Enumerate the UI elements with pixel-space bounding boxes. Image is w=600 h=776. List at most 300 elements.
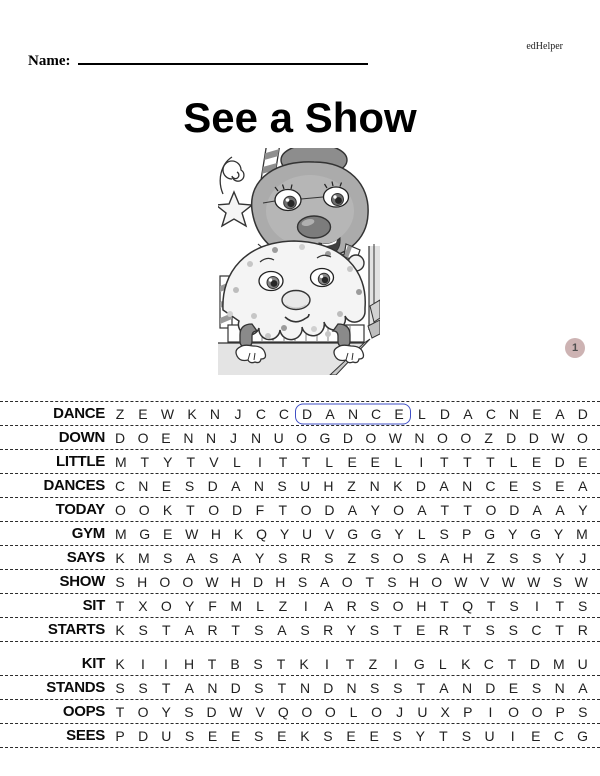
grid-letter[interactable]: I <box>510 727 515 744</box>
grid-letter[interactable]: J <box>396 703 404 720</box>
grid-letter[interactable]: H <box>323 477 334 494</box>
grid-letter[interactable]: K <box>300 727 310 744</box>
grid-letter[interactable]: A <box>325 405 335 422</box>
grid-letter[interactable]: S <box>138 679 148 696</box>
grid-letter[interactable]: N <box>207 679 218 696</box>
grid-letter[interactable]: T <box>439 727 448 744</box>
grid-letter[interactable]: A <box>532 501 542 518</box>
grid-letter[interactable]: P <box>462 525 472 542</box>
grid-letter[interactable]: Q <box>277 703 289 720</box>
grid-letter[interactable]: T <box>186 501 195 518</box>
grid-letter[interactable]: U <box>417 703 428 720</box>
grid-letter[interactable]: S <box>324 549 334 566</box>
grid-letter[interactable]: K <box>187 405 197 422</box>
grid-letter[interactable]: S <box>115 679 125 696</box>
grid-letter[interactable]: Y <box>161 703 171 720</box>
grid-letter[interactable]: D <box>301 405 313 422</box>
grid-letter[interactable]: N <box>462 477 473 494</box>
grid-letter[interactable]: S <box>184 477 195 494</box>
grid-letter[interactable]: Q <box>462 597 474 614</box>
grid-letter[interactable]: O <box>138 501 150 518</box>
grid-letter[interactable]: S <box>509 597 519 614</box>
grid-letter[interactable]: H <box>275 573 286 590</box>
grid-letter[interactable]: S <box>254 727 264 744</box>
grid-letter[interactable]: A <box>578 679 588 696</box>
grid-letter[interactable]: S <box>531 679 542 696</box>
grid-letter[interactable]: H <box>210 525 222 542</box>
grid-letter[interactable]: C <box>278 405 290 422</box>
grid-letter[interactable]: O <box>371 703 383 720</box>
grid-letter[interactable]: T <box>440 501 450 518</box>
grid-letter[interactable]: W <box>229 703 243 720</box>
grid-letter[interactable]: J <box>230 429 238 446</box>
grid-letter[interactable]: N <box>346 679 357 696</box>
grid-letter[interactable]: E <box>161 429 171 446</box>
grid-letter[interactable]: O <box>182 573 194 590</box>
name-input-line[interactable] <box>78 50 368 65</box>
grid-letter[interactable]: T <box>207 655 217 672</box>
grid-letter[interactable]: O <box>431 573 443 590</box>
grid-letter[interactable]: S <box>323 727 333 744</box>
grid-letter[interactable]: G <box>413 655 425 672</box>
grid-letter[interactable]: D <box>231 501 243 518</box>
grid-letter[interactable]: E <box>508 477 519 494</box>
grid-letter[interactable]: S <box>387 573 397 590</box>
grid-letter[interactable]: T <box>462 621 472 638</box>
grid-letter[interactable]: D <box>554 453 565 470</box>
swirl-icon <box>220 157 244 194</box>
grid-letter[interactable]: T <box>278 501 288 518</box>
grid-letter[interactable]: O <box>208 501 220 518</box>
grid-letter[interactable]: T <box>276 655 286 672</box>
grid-letter[interactable]: B <box>230 655 240 672</box>
grid-letter[interactable]: V <box>479 573 490 590</box>
grid-letter[interactable]: S <box>532 549 542 566</box>
grid-letter[interactable]: E <box>277 727 287 744</box>
grid-letter[interactable]: U <box>161 727 172 744</box>
grid-letter[interactable]: K <box>233 525 244 542</box>
grid-letter[interactable]: U <box>300 477 311 494</box>
grid-letter[interactable]: N <box>462 679 473 696</box>
grid-letter[interactable]: W <box>388 429 402 446</box>
grid-letter[interactable]: H <box>409 573 420 590</box>
grid-letter[interactable]: O <box>137 703 149 720</box>
grid-letter[interactable]: T <box>115 703 125 720</box>
grid-letter[interactable]: O <box>324 703 336 720</box>
grid-letter[interactable]: K <box>393 477 403 494</box>
grid-letter[interactable]: A <box>324 597 334 614</box>
grid-letter[interactable]: E <box>369 727 379 744</box>
grid-letter[interactable]: L <box>438 655 447 672</box>
grid-letter[interactable]: K <box>115 621 125 638</box>
grid-letter[interactable]: T <box>440 597 449 614</box>
grid-letter[interactable]: G <box>139 525 151 542</box>
grid-letter[interactable]: O <box>159 573 171 590</box>
grid-letter[interactable]: A <box>231 477 241 494</box>
grid-letter[interactable]: A <box>555 501 565 518</box>
grid-letter[interactable]: K <box>115 549 125 566</box>
grid-letter[interactable]: N <box>300 679 311 696</box>
grid-letter[interactable]: W <box>501 573 515 590</box>
grid-letter[interactable]: D <box>230 679 241 696</box>
grid-letter[interactable]: D <box>509 501 520 518</box>
grid-letter[interactable]: R <box>346 597 357 614</box>
grid-letter[interactable]: L <box>394 453 403 470</box>
grid-letter[interactable]: L <box>417 525 426 542</box>
grid-letter[interactable]: E <box>416 621 426 638</box>
grid-letter[interactable]: L <box>256 597 264 614</box>
grid-letter[interactable]: Y <box>415 727 425 744</box>
grid-letter[interactable]: A <box>417 501 427 518</box>
grid-letter[interactable]: I <box>325 655 329 672</box>
grid-letter[interactable]: O <box>365 429 377 446</box>
grid-letter[interactable]: O <box>341 573 353 590</box>
grid-letter[interactable]: V <box>209 453 219 470</box>
grid-letter[interactable]: S <box>393 679 403 696</box>
grid-letter[interactable]: T <box>345 655 355 672</box>
grid-letter[interactable]: U <box>484 727 495 744</box>
grid-letter[interactable]: Z <box>347 477 356 494</box>
grid-letter[interactable]: M <box>138 549 150 566</box>
grid-letter[interactable]: X <box>440 703 450 720</box>
grid-letter[interactable]: K <box>162 501 173 518</box>
grid-letter[interactable]: N <box>209 405 221 422</box>
grid-letter[interactable]: I <box>141 655 145 672</box>
grid-letter[interactable]: C <box>485 405 496 422</box>
grid-letter[interactable]: O <box>301 703 313 720</box>
grid-letter[interactable]: E <box>532 405 542 422</box>
grid-letter[interactable]: H <box>416 597 427 614</box>
grid-letter[interactable]: A <box>463 405 473 422</box>
grid-letter[interactable]: Z <box>115 405 125 422</box>
grid-letter[interactable]: T <box>486 453 495 470</box>
grid-letter[interactable]: S <box>552 573 563 590</box>
grid-letter[interactable]: S <box>253 655 263 672</box>
grid-letter[interactable]: E <box>555 477 565 494</box>
grid-letter[interactable]: N <box>205 429 217 446</box>
grid-letter[interactable]: H <box>137 573 148 590</box>
grid-letter[interactable]: Q <box>256 525 267 542</box>
grid-letter[interactable]: Y <box>370 501 380 518</box>
grid-letter[interactable]: E <box>346 727 356 744</box>
grid-letter[interactable]: S <box>439 525 449 542</box>
grid-letter[interactable]: E <box>230 727 241 744</box>
grid-letter[interactable]: N <box>253 477 264 494</box>
grid-letter[interactable]: E <box>578 453 588 470</box>
grid-letter[interactable]: T <box>393 621 402 638</box>
grid-letter[interactable]: D <box>138 727 149 744</box>
grid-letter[interactable]: S <box>254 621 264 638</box>
grid-letter[interactable]: T <box>416 679 426 696</box>
grid-letter[interactable]: S <box>115 573 125 590</box>
grid-letter[interactable]: A <box>578 477 588 494</box>
grid-letter[interactable]: C <box>483 655 494 672</box>
grid-letter[interactable]: T <box>161 679 171 696</box>
grid-letter[interactable]: N <box>414 429 425 446</box>
grid-letter[interactable]: E <box>394 405 404 422</box>
grid-letter[interactable]: D <box>206 703 217 720</box>
grid-letter[interactable]: C <box>370 405 382 422</box>
grid-letter[interactable]: T <box>440 453 449 470</box>
grid-letter[interactable]: G <box>577 727 588 744</box>
grid-letter[interactable]: D <box>506 429 517 446</box>
grid-letter[interactable]: W <box>160 405 175 422</box>
grid-letter[interactable]: T <box>507 655 517 672</box>
grid-letter[interactable]: T <box>115 597 125 614</box>
grid-letter[interactable]: K <box>299 655 309 672</box>
grid-letter[interactable]: E <box>370 453 380 470</box>
grid-letter[interactable]: S <box>392 727 402 744</box>
grid-letter[interactable]: Z <box>368 655 378 672</box>
grid-letter[interactable]: N <box>250 429 262 446</box>
grid-letter[interactable]: Y <box>255 549 265 566</box>
grid-letter[interactable]: A <box>186 549 196 566</box>
grid-letter[interactable]: H <box>462 549 473 566</box>
grid-letter[interactable]: A <box>184 621 194 638</box>
grid-letter[interactable]: L <box>509 453 518 470</box>
grid-letter[interactable]: O <box>296 429 308 446</box>
grid-letter[interactable]: W <box>185 525 199 542</box>
grid-letter[interactable]: O <box>437 429 448 446</box>
letter-row <box>115 703 588 721</box>
word-label: DOWN <box>58 429 105 446</box>
grid-letter[interactable]: S <box>417 549 427 566</box>
grid-letter[interactable]: L <box>418 405 426 422</box>
grid-letter[interactable]: D <box>415 477 427 494</box>
grid-letter[interactable]: S <box>578 597 588 614</box>
grid-letter[interactable]: A <box>184 679 194 696</box>
grid-letter[interactable]: T <box>463 453 472 470</box>
grid-letter[interactable]: U <box>577 655 588 672</box>
grid-letter[interactable]: R <box>207 621 218 638</box>
grid-letter[interactable]: Y <box>507 525 518 542</box>
grid-letter[interactable]: R <box>438 621 449 638</box>
grid-letter[interactable]: R <box>300 549 311 566</box>
grid-letter[interactable]: Y <box>184 597 195 614</box>
grid-letter[interactable]: H <box>230 573 241 590</box>
grid-letter[interactable]: S <box>509 549 519 566</box>
grid-letter[interactable]: W <box>527 573 541 590</box>
grid-letter[interactable]: T <box>463 501 472 518</box>
grid-letter[interactable]: O <box>392 597 404 614</box>
grid-letter[interactable]: E <box>207 727 218 744</box>
grid-letter[interactable]: D <box>253 573 264 590</box>
grid-letter[interactable]: Y <box>163 453 173 470</box>
grid-letter[interactable]: H <box>183 655 195 672</box>
grid-letter[interactable]: S <box>370 549 380 566</box>
grid-letter[interactable]: C <box>531 621 542 638</box>
grid-letter[interactable]: T <box>555 621 564 638</box>
grid-letter[interactable]: M <box>552 655 565 672</box>
grid-letter[interactable]: G <box>319 429 331 446</box>
grid-letter[interactable]: U <box>302 525 313 542</box>
grid-letter[interactable]: W <box>205 573 219 590</box>
grid-letter[interactable]: M <box>230 597 243 614</box>
grid-letter[interactable]: M <box>115 453 127 470</box>
grid-letter[interactable]: F <box>255 501 265 518</box>
grid-letter[interactable]: P <box>555 703 565 720</box>
grid-letter[interactable]: Y <box>578 501 588 518</box>
grid-letter[interactable]: E <box>162 525 173 542</box>
grid-letter[interactable]: K <box>115 655 125 672</box>
grid-letter[interactable]: S <box>277 477 287 494</box>
grid-letter[interactable]: S <box>300 621 310 638</box>
grid-letter[interactable]: A <box>555 405 565 422</box>
grid-letter[interactable]: L <box>233 453 241 470</box>
grid-letter[interactable]: D <box>529 655 540 672</box>
grid-letter[interactable]: O <box>485 501 497 518</box>
grid-letter[interactable]: S <box>485 621 495 638</box>
grid-letter[interactable]: A <box>319 573 330 590</box>
grid-letter[interactable]: O <box>460 429 472 446</box>
grid-letter[interactable]: T <box>486 597 496 614</box>
grid-letter[interactable]: S <box>369 597 380 614</box>
grid-letter[interactable]: D <box>528 429 539 446</box>
grid-letter[interactable]: G <box>530 525 542 542</box>
grid-letter[interactable]: M <box>576 525 588 542</box>
grid-letter[interactable]: Y <box>553 525 564 542</box>
grid-letter[interactable]: D <box>207 477 218 494</box>
grid-letter[interactable]: Z <box>278 597 288 614</box>
grid-letter[interactable]: C <box>255 405 266 422</box>
grid-letter[interactable]: D <box>439 405 450 422</box>
grid-letter[interactable]: T <box>231 621 240 638</box>
grid-letter[interactable]: G <box>370 525 382 542</box>
word-label: KIT <box>81 655 105 672</box>
grid-letter[interactable]: I <box>393 655 398 672</box>
grid-letter[interactable]: I <box>164 655 168 672</box>
grid-letter[interactable]: E <box>161 477 172 494</box>
grid-letter[interactable]: T <box>186 453 196 470</box>
grid-letter[interactable]: E <box>347 453 357 470</box>
grid-letter[interactable]: N <box>508 405 520 422</box>
grid-letter[interactable]: D <box>342 429 353 446</box>
grid-letter[interactable]: Y <box>555 549 565 566</box>
grid-letter[interactable]: S <box>184 703 194 720</box>
grid-letter[interactable]: S <box>369 679 380 696</box>
grid-letter[interactable]: C <box>485 477 496 494</box>
grid-letter[interactable]: C <box>115 477 126 494</box>
grid-letter[interactable]: G <box>347 525 359 542</box>
grid-letter[interactable]: W <box>574 573 588 590</box>
grid-letter[interactable]: O <box>531 703 543 720</box>
grid-letter[interactable]: O <box>300 501 312 518</box>
grid-letter[interactable]: S <box>254 679 264 696</box>
grid-letter[interactable]: E <box>138 405 148 422</box>
grid-letter[interactable]: A <box>232 549 242 566</box>
grid-letter[interactable]: M <box>115 525 127 542</box>
grid-letter[interactable]: Y <box>394 525 404 542</box>
grid-letter[interactable]: D <box>577 405 588 422</box>
grid-letter[interactable]: S <box>461 727 472 744</box>
grid-letter[interactable]: O <box>392 549 404 566</box>
grid-letter[interactable]: P <box>463 703 473 720</box>
grid-letter[interactable]: N <box>138 477 149 494</box>
grid-letter[interactable]: S <box>278 549 288 566</box>
grid-letter[interactable]: U <box>273 429 284 446</box>
grid-letter[interactable]: D <box>485 679 496 696</box>
grid-letter[interactable]: A <box>277 621 287 638</box>
grid-letter[interactable]: S <box>138 621 148 638</box>
grid-letter[interactable]: I <box>419 453 424 470</box>
grid-letter[interactable]: I <box>534 597 539 614</box>
grid-letter[interactable]: R <box>323 621 334 638</box>
grid-letter[interactable]: E <box>531 453 542 470</box>
grid-letter[interactable]: T <box>278 453 288 470</box>
grid-letter[interactable]: S <box>531 477 542 494</box>
grid-letter[interactable]: D <box>324 501 335 518</box>
grid-letter[interactable]: G <box>484 525 496 542</box>
grid-letter[interactable]: S <box>508 621 518 638</box>
grid-letter[interactable]: S <box>184 727 195 744</box>
grid-letter[interactable]: O <box>508 703 519 720</box>
grid-letter[interactable]: E <box>508 679 519 696</box>
grid-letter[interactable]: S <box>578 703 588 720</box>
grid-letter[interactable]: J <box>234 405 242 422</box>
grid-letter[interactable]: N <box>554 679 565 696</box>
grid-letter[interactable]: V <box>255 703 265 720</box>
grid-letter[interactable]: L <box>349 703 358 720</box>
grid-letter[interactable]: S <box>163 549 173 566</box>
grid-letter[interactable]: O <box>393 501 405 518</box>
grid-letter[interactable]: I <box>258 453 262 470</box>
grid-letter[interactable]: A <box>440 549 450 566</box>
grid-letter[interactable]: W <box>454 573 468 590</box>
grid-letter[interactable]: Y <box>346 621 357 638</box>
grid-letter[interactable]: L <box>325 453 333 470</box>
grid-letter[interactable]: Z <box>486 549 496 566</box>
grid-letter[interactable]: T <box>140 453 149 470</box>
grid-letter[interactable]: C <box>553 727 564 744</box>
grid-letter[interactable]: T <box>555 597 565 614</box>
grid-letter[interactable]: I <box>303 597 308 614</box>
grid-letter[interactable]: R <box>577 621 588 638</box>
grid-letter[interactable]: A <box>439 679 449 696</box>
grid-letter[interactable]: V <box>325 525 335 542</box>
grid-letter[interactable]: X <box>138 597 148 614</box>
grid-letter[interactable]: N <box>369 477 380 494</box>
grid-letter[interactable]: Z <box>347 549 357 566</box>
grid-letter[interactable]: Z <box>484 429 493 446</box>
grid-letter[interactable]: D <box>323 679 334 696</box>
grid-letter[interactable]: Y <box>279 525 290 542</box>
grid-letter[interactable]: T <box>161 621 171 638</box>
grid-letter[interactable]: A <box>347 501 358 518</box>
grid-letter[interactable]: K <box>461 655 471 672</box>
grid-letter[interactable]: W <box>551 429 565 446</box>
grid-letter[interactable]: S <box>297 573 308 590</box>
grid-letter[interactable]: O <box>137 429 149 446</box>
grid-letter[interactable]: I <box>488 703 493 720</box>
grid-letter[interactable]: T <box>277 679 287 696</box>
grid-letter[interactable]: O <box>160 597 172 614</box>
grid-letter[interactable]: N <box>183 429 194 446</box>
word-label: SHOW <box>59 573 105 590</box>
grid-letter[interactable]: O <box>115 501 126 518</box>
grid-letter[interactable]: O <box>576 429 588 446</box>
grid-letter[interactable]: A <box>439 477 449 494</box>
grid-letter[interactable]: P <box>115 727 125 744</box>
grid-letter[interactable]: D <box>115 429 126 446</box>
grid-letter[interactable]: J <box>579 549 587 566</box>
grid-letter[interactable]: T <box>301 453 311 470</box>
grid-letter[interactable]: T <box>365 573 375 590</box>
grid-letter[interactable]: S <box>209 549 219 566</box>
grid-letter[interactable]: S <box>369 621 380 638</box>
grid-letter[interactable]: N <box>347 405 359 422</box>
grid-letter[interactable]: F <box>208 597 217 614</box>
grid-letter[interactable]: E <box>531 727 541 744</box>
